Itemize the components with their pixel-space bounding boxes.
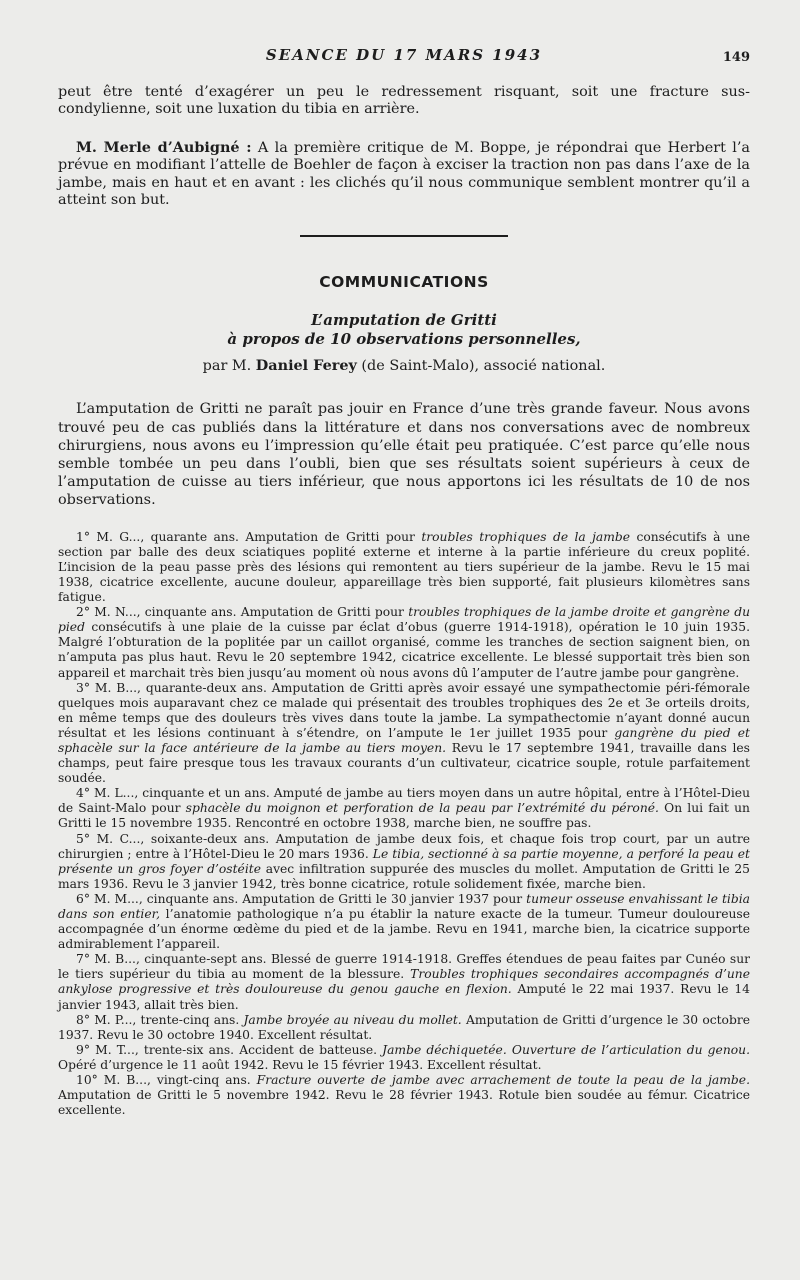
case-observation <box>58 530 750 605</box>
case-text: On lui fait un Gritti le 15 novembre 1935. Rencontré en octobre 1938, marche bien, ne souffre pas. <box>58 801 750 831</box>
case-text: 4° M. L..., cinquante et un ans. Amputé de jambe au tiers moyen dans un autre hôpital, entre à l’Hôtel-Dieu de Saint-Malo pour <box>58 786 750 816</box>
case-diagnosis: troubles trophiques de la jambe <box>421 529 631 544</box>
byline-prefix: par M. <box>202 358 256 375</box>
case-observation <box>58 952 750 1012</box>
case-diagnosis: Fracture ouverte de jambe avec arrachement de toute la peau de la jambe. <box>256 1073 750 1088</box>
case-observation <box>58 832 750 892</box>
case-text: l’anatomie pathologique n’a pu établir la nature exacte de la tumeur. Tumeur douloureuse accompagnée d’un énorme œdème du pied et de la jambe. Revu en 1941, marche bien, la cicatrice supporte admirablement l’appareil. <box>58 907 751 952</box>
case-diagnosis: Jambe déchiquetée. Ouverture de l’articulation du genou. <box>382 1042 750 1057</box>
case-text: 8° M. P..., trente-cinq ans. <box>76 1012 244 1027</box>
case-text: avec infiltration suppurée des muscles du mollet. Amputation de Gritti le 25 mars 1936. Revu le 3 janvier 1942, très bonne cicatrice, rotule solidement fixée, marche bien. <box>58 861 750 891</box>
case-list <box>58 530 750 1119</box>
section-divider <box>300 235 508 237</box>
case-observation <box>58 892 750 952</box>
reply-speaker: M. Merle d’Aubigné : <box>76 138 252 156</box>
case-observation <box>58 1043 750 1073</box>
page-number: 149 <box>722 50 750 65</box>
reply-text: A la première critique de M. Boppe, je répondrai que Herbert l’a prévue en modifiant l’attelle de Boehler de façon à exciser la traction non pas dans l’axe de la jambe, mais en haut et en avant : les clichés qu’il nous communique semblent montrer qu’il a atteint son but. <box>58 139 750 209</box>
article-author: Daniel Ferey <box>255 357 357 375</box>
case-observation <box>58 681 750 787</box>
case-diagnosis: Troubles trophiques secondaires accompagnés d’une ankylose progressive et très douloureuse du genou gauche en flexion. <box>58 967 751 997</box>
case-text: 7° M. B..., cinquante-sept ans. Blessé de guerre 1914-1918. Greffes étendues de peau faites par Cunéo sur le tiers supérieur du tibia au moment de la blessure. <box>58 952 750 982</box>
case-text: Amputation de Gritti le 5 novembre 1942. Revu le 28 février 1943. Rotule bien soudée au fémur. Cicatrice excellente. <box>58 1088 750 1118</box>
case-text: consécutifs à une section par balle des deux sciatiques poplité externe et interne à la partie inférieure du creux poplité. L’incision de la peau passe près des lésions qui remontent au tiers supérieur de la jambe. Revu le 15 mai 1938, cicatrice excellente, aucune douleur, appareillage très bien supporté, fait plusieurs kilomètres sans fatigue. <box>58 529 751 605</box>
intro-paragraph: L’amputation de Gritti ne paraît pas jouir en France d’une très grande faveur. Nous avons trouvé peu de cas publiés dans la littérature et dans nos conversations avec de nombreux chirurgiens, nous avons eu l’impression qu’elle était peu pratiquée. C’est parce qu’elle nous semble tombée un peu dans l’oubli, bien que ses résultats soient supérieurs à ceux de l’amputation de cuisse au tiers inférieur, que nous apportons ici les résultats de 10 de nos observations. <box>58 401 750 509</box>
case-diagnosis: Jambe broyée au niveau du mollet. <box>243 1012 462 1027</box>
article-byline <box>58 357 750 374</box>
case-text: 1° M. G..., quarante ans. Amputation de Gritti pour <box>76 529 422 544</box>
case-text: Amputation de Gritti d’urgence le 30 octobre 1937. Revu le 30 octobre 1940. Excellent résultat. <box>58 1012 750 1042</box>
case-text: Opéré d’urgence le 11 août 1942. Revu le 15 février 1943. Excellent résultat. <box>58 1057 542 1072</box>
case-text: Amputé le 22 mai 1937. Revu le 14 janvier 1943, allait très bien. <box>58 982 750 1012</box>
case-observation <box>58 605 750 680</box>
article-title-line-2: à propos de 10 observations personnelles, <box>227 330 581 349</box>
case-observation <box>58 1013 750 1043</box>
case-observation <box>58 1073 750 1118</box>
case-diagnosis: troubles trophiques de la jambe droite et gangrène du pied <box>58 605 750 635</box>
section-title: COMMUNICATIONS <box>319 273 489 292</box>
case-diagnosis: tumeur osseuse envahissant le tibia dans son entier, <box>58 891 751 921</box>
case-text: 2° M. N..., cinquante ans. Amputation de Gritti pour <box>76 605 409 620</box>
case-text: 9° M. T..., trente-six ans. Accident de batteuse. <box>76 1042 383 1057</box>
reply-paragraph <box>58 139 750 210</box>
byline-suffix: (de Saint-Malo), associé national. <box>356 358 606 375</box>
case-observation <box>58 786 750 831</box>
case-diagnosis: sphacèle du moignon et perforation de la peau par l’extrémité du péroné. <box>185 801 659 816</box>
case-text: 3° M. B..., quarante-deux ans. Amputation de Gritti après avoir essayé une sympathectomie péri-fémorale quelques mois auparavant chez ce malade qui présentait des troubles trophiques des 2e et 3e orteils droits, en même temps que des douleurs très vives dans toute la jambe. La sympathectomie n’ayant donné aucun résultat et les lésions continuant à s’étendre, on l’ampute le 1er juillet 1935 pour <box>58 680 750 740</box>
case-diagnosis: Le tibia, sectionné à sa partie moyenne, a perforé la peau et présente un gros foyer d’ostéite <box>58 846 750 876</box>
case-text: 10° M. B..., vingt-cinq ans. <box>76 1073 257 1088</box>
article-title <box>58 311 750 349</box>
case-text: 5° M. C..., soixante-deux ans. Amputation de jambe deux fois, et chaque fois trop court, par un autre chirurgien ; entre à l’Hôtel-Dieu le 20 mars 1936. <box>58 831 750 861</box>
case-text: 6° M. M..., cinquante ans. Amputation de Gritti le 30 janvier 1937 pour <box>76 891 527 906</box>
case-text: Revu le 17 septembre 1941, travaille dans les champs, peut faire presque tous les travaux courants d’un cultivateur, cicatrice souple, rotule parfaitement soudée. <box>58 740 750 786</box>
page-content <box>58 84 750 1118</box>
case-diagnosis: gangrène du pied et sphacèle sur la face antérieure de la jambe au tiers moyen. <box>58 725 750 755</box>
continuation-paragraph: peut être tenté d’exagérer un peu le redressement risquant, soit une fracture sus-condylienne, soit une luxation du tibia en arrière. <box>58 84 750 118</box>
page-header <box>58 46 750 68</box>
running-title: SEANCE DU 17 MARS 1943 <box>265 46 543 64</box>
article-title-line-1: L’amputation de Gritti <box>311 311 497 330</box>
case-text: consécutifs à une plaie de la cuisse par éclat d’obus (guerre 1914-1918), opération le 10 juin 1935. Malgré l’obturation de la poplitée par un caillot organisé, comme les tranches de section saignent bien, on n’amputa pas plus haut. Revu le 20 septembre 1942, cicatrice excellente. Le blessé supportait très bien son appareil et marchait très bien jusqu’au moment où nous avons dû l’amputer de l’autre jambe pour gangrène. <box>58 620 750 680</box>
